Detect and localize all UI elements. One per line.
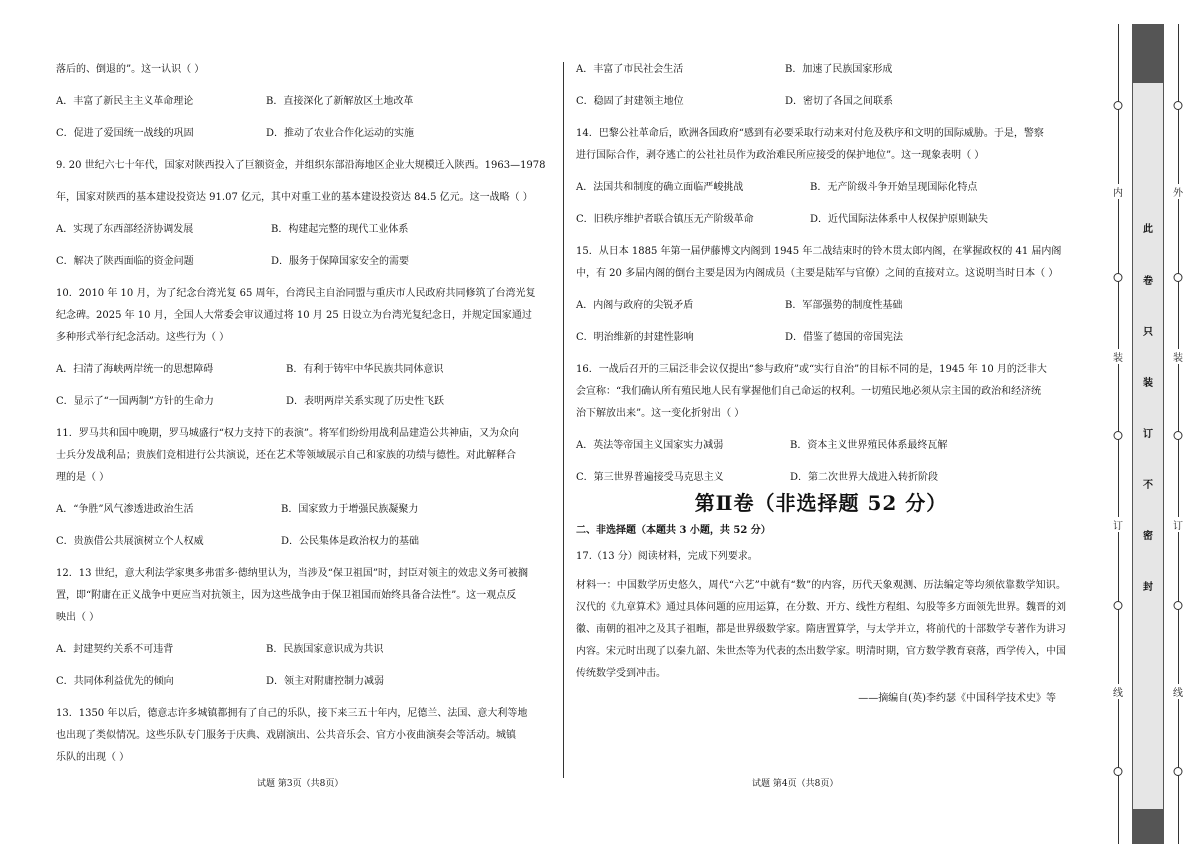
q16-options-row1 [576, 438, 1066, 454]
q14-options-row1 [576, 180, 1066, 196]
q10-option-a[interactable]: A．扫清了海峡两岸统一的思想障碍 [56, 364, 214, 375]
q16-line1: 16．一战后召开的三届泛非会议仅提出“参与政府”或“实行自治”的目标不同的是，1945 年 10 月的泛非大 [576, 364, 1047, 375]
q10-option-c[interactable]: C．显示了“一国两制”方针的生命力 [56, 396, 214, 407]
q10-options-row1 [56, 362, 546, 378]
q8-option-d[interactable]: D．推动了农业合作化运动的实施 [266, 128, 415, 139]
q17-stem: 17.（13 分）阅读材料，完成下列要求。 [576, 551, 758, 562]
q13-options-row1 [576, 62, 1066, 78]
q17-material-source: ——摘编自(英)李约瑟《中国科学技术史》等 [858, 693, 1056, 704]
q14-option-d[interactable]: D．近代国际法体系中人权保护原则缺失 [810, 214, 989, 225]
notice-char: 密 [1143, 531, 1153, 542]
q15-line1: 15．从日本 1885 年第一届伊藤博文内阁到 1945 年二战结束时的铃木贯太郎内阁，在掌握政权的 41 届内阁 [576, 246, 1062, 257]
q13-option-c[interactable]: C．稳固了封建领主地位 [576, 96, 684, 107]
q15-options-row2 [576, 330, 1066, 346]
outer-mark-ding: 订 [1173, 517, 1183, 532]
outer-mark-xian: 线 [1173, 684, 1183, 699]
inner-mark-xian: 线 [1113, 684, 1123, 699]
q15-options-row1 [576, 298, 1066, 314]
q10-option-b[interactable]: B．有利于铸牢中华民族共同体意识 [286, 364, 444, 375]
q9-option-c[interactable]: C．解决了陕西面临的资金问题 [56, 256, 194, 267]
q13-line1: 13．1350 年以后，德意志许多城镇都拥有了自己的乐队，接下来三五十年内，尼德兰、法国、意大利等地 [56, 708, 528, 719]
seal-circle [1114, 101, 1123, 110]
q15-option-d[interactable]: D．借鉴了德国的帝国宪法 [785, 332, 904, 343]
inner-mark-nei: 内 [1113, 184, 1123, 199]
notice-char: 装 [1143, 378, 1153, 389]
q9-option-a[interactable]: A．实现了东西部经济协调发展 [56, 224, 194, 235]
q11-line3: 理的是（ ） [56, 472, 110, 483]
q11-option-d[interactable]: D．公民集体是政治权力的基础 [281, 536, 420, 547]
q12-options-row2 [56, 674, 546, 690]
binding-bar-top [1132, 24, 1164, 82]
outer-mark-wai: 外 [1173, 184, 1183, 199]
q9-option-b[interactable]: B．构建起完整的现代工业体系 [271, 224, 409, 235]
seal-circle [1174, 101, 1183, 110]
notice-char: 封 [1143, 582, 1153, 593]
q10-options-row2 [56, 394, 546, 410]
left-column [56, 62, 546, 766]
q14-line1: 14．巴黎公社革命后，欧洲各国政府“感到有必要采取行动来对付危及秩序和文明的国际威胁。于是，警察 [576, 128, 1044, 139]
seal-circle [1174, 767, 1183, 776]
seal-circle [1114, 767, 1123, 776]
q12-option-b[interactable]: B．民族国家意识成为共识 [266, 644, 384, 655]
page-footer-left: 试题 第3页（共8页） [257, 779, 344, 789]
q13-line2: 也出现了类似情况。这些乐队专门服务于庆典、戏剧演出、公共音乐会、官方小夜曲演奏会等活动。城镇 [56, 730, 516, 741]
q11-line1: 11．罗马共和国中晚期，罗马城盛行“权力支持下的表演”。将军们纷纷用战利品建造公共神庙，又为众向 [56, 428, 519, 439]
q14-options-row2 [576, 212, 1066, 228]
q9-options-row2 [56, 254, 546, 270]
q10-line2: 纪念碑。2025 年 10 月，全国人大常委会审议通过将 10 月 25 日设立为台湾光复纪念日，并规定国家通过 [56, 310, 532, 321]
section-ii-subheading: 二、非选择题（本题共 3 小题，共 52 分） [576, 525, 771, 536]
q8-option-a[interactable]: A．丰富了新民主主义革命理论 [56, 96, 194, 107]
notice-char: 不 [1143, 480, 1153, 491]
q10-line1: 10．2010 年 10 月，为了纪念台湾光复 65 周年，台湾民主自治同盟与重庆市人民政府共同修筑了台湾光复 [56, 288, 536, 299]
q8-option-b[interactable]: B．直接深化了新解放区土地改革 [266, 96, 414, 107]
q13-option-d[interactable]: D．密切了各国之间联系 [785, 96, 894, 107]
q12-line2: 置，即“附庸在正义战争中更应当对抗领主，因为这些战争由于保卫祖国而始终具备合法性”。这一观点反 [56, 590, 517, 601]
q11-option-b[interactable]: B．国家致力于增强民族凝聚力 [281, 504, 419, 515]
outer-mark-zhuang: 装 [1173, 349, 1183, 364]
inner-mark-zhuang: 装 [1113, 349, 1123, 364]
column-divider [563, 62, 564, 778]
q15-option-a[interactable]: A．内阁与政府的尖锐矛盾 [576, 300, 694, 311]
q8-tail: 落后的、倒退的”。这一认识（ ） [56, 64, 205, 75]
page-footer-right: 试题 第4页（共8页） [752, 779, 839, 789]
binding-notice-panel [1132, 82, 1164, 810]
q12-option-d[interactable]: D．领主对附庸控制力减弱 [266, 676, 385, 687]
q10-line3: 多种形式举行纪念活动。这些行为（ ） [56, 332, 230, 343]
notice-char: 卷 [1143, 276, 1153, 287]
q13-line3: 乐队的出现（ ） [56, 752, 130, 763]
q16-options-row2 [576, 470, 1066, 486]
q8-options-row2 [56, 126, 546, 142]
q11-option-c[interactable]: C．贵族借公共展演树立个人权威 [56, 536, 204, 547]
q11-option-a[interactable]: A．“争胜”风气渗透进政治生活 [56, 504, 194, 515]
binding-strip [1100, 24, 1196, 844]
q9-option-d[interactable]: D．服务于保障国家安全的需要 [271, 256, 410, 267]
q15-option-c[interactable]: C．明治维新的封建性影响 [576, 332, 694, 343]
q10-option-d[interactable]: D．表明两岸关系实现了历史性飞跃 [286, 396, 445, 407]
q8-options-row1 [56, 94, 546, 110]
seal-circle [1114, 273, 1123, 282]
q14-option-a[interactable]: A．法国共和制度的确立面临严峻挑战 [576, 182, 744, 193]
q17-material-one: 材料一：中国数学历史悠久，周代“六艺”中就有“数”的内容，历代天象观测、历法编定等均须依靠数学知识。汉代的《九章算术》通过具体问题的应用运算，在分数、开方、线性方程组、勾股等多方面领先世界。魏晋的刘徽、南朝的祖冲之及其子祖暅，都是世界级数学家。隋唐置算学，与太学并立，将前代的十部数学专著作为讲习内容。宋元时出现了以秦九韶、朱世杰等为代表的杰出数学家。明清时期，官方数学教育衰落，西学传入，中国传统数学受到冲击。 [576, 580, 1066, 679]
seal-circle [1174, 431, 1183, 440]
q9-line1: 9. 20 世纪六七十年代，国家对陕西投入了巨额资金，并组织东部沿海地区企业大规模迁入陕西。1963—1978 [56, 160, 546, 171]
seal-circle [1114, 601, 1123, 610]
q16-line2: 会宣称：“我们确认所有殖民地人民有掌握他们自己命运的权利。一切殖民地必须从宗主国的政治和经济统 [576, 386, 1042, 397]
q12-line3: 映出（ ） [56, 612, 100, 623]
q15-line2: 中，有 20 多届内阁的倒台主要是因为内阁成员（主要是陆军与官僚）之间的直接对立。这说明当时日本（ ） [576, 268, 1059, 279]
right-column [576, 62, 1066, 707]
q16-option-d[interactable]: D．第二次世界大战进入转折阶段 [790, 472, 939, 483]
notice-char: 此 [1143, 224, 1153, 235]
binding-bar-bottom [1132, 810, 1164, 844]
q13-options-row2 [576, 94, 1066, 110]
q15-option-b[interactable]: B．军部强势的制度性基础 [785, 300, 903, 311]
q14-option-c[interactable]: C．旧秩序维护者联合镇压无产阶级革命 [576, 214, 754, 225]
inner-mark-ding: 订 [1113, 517, 1123, 532]
q16-option-c[interactable]: C．第三世界普遍接受马克思主义 [576, 472, 724, 483]
q9-options-row1 [56, 222, 546, 238]
q11-options-row2 [56, 534, 546, 550]
q16-option-a[interactable]: A．英法等帝国主义国家实力减弱 [576, 440, 724, 451]
section-ii-title: 第Ⅱ卷（非选择题 52 分） [694, 491, 948, 515]
q11-options-row1 [56, 502, 546, 518]
seal-circle [1174, 601, 1183, 610]
q9-line2: 年，国家对陕西的基本建设投资达 91.07 亿元，其中对重工业的基本建设投资达 84.5 亿元。这一战略（ ） [56, 192, 533, 203]
notice-char: 订 [1143, 429, 1153, 440]
q8-option-c[interactable]: C．促进了爱国统一战线的巩固 [56, 128, 194, 139]
q16-line3: 治下解放出来”。这一变化折射出（ ） [576, 408, 745, 419]
q14-line2: 进行国际合作，剥夺逃亡的公社社员作为政治难民所应接受的保护地位”。这一现象表明（ ） [576, 150, 985, 161]
q12-option-c[interactable]: C．共同体利益优先的倾向 [56, 676, 174, 687]
q13-option-a[interactable]: A．丰富了市民社会生活 [576, 64, 684, 75]
q14-option-b[interactable]: B．无产阶级斗争开始呈现国际化特点 [810, 182, 978, 193]
q12-line1: 12．13 世纪，意大利法学家奥多弗雷多·德纳里认为，当涉及“保卫祖国”时，封臣对领主的效忠义务可被搁 [56, 568, 529, 579]
seal-circle [1114, 431, 1123, 440]
q12-option-a[interactable]: A．封建契约关系不可违背 [56, 644, 174, 655]
q13-option-b[interactable]: B．加速了民族国家形成 [785, 64, 893, 75]
notice-char: 只 [1143, 327, 1153, 338]
q16-option-b[interactable]: B．资本主义世界殖民体系最终瓦解 [790, 440, 948, 451]
q11-line2: 士兵分发战利品；贵族们竞相进行公共演说，还在艺术等领域展示自己和家族的功绩与德性。对此解释合 [56, 450, 516, 461]
q12-options-row1 [56, 642, 546, 658]
seal-circle [1174, 273, 1183, 282]
